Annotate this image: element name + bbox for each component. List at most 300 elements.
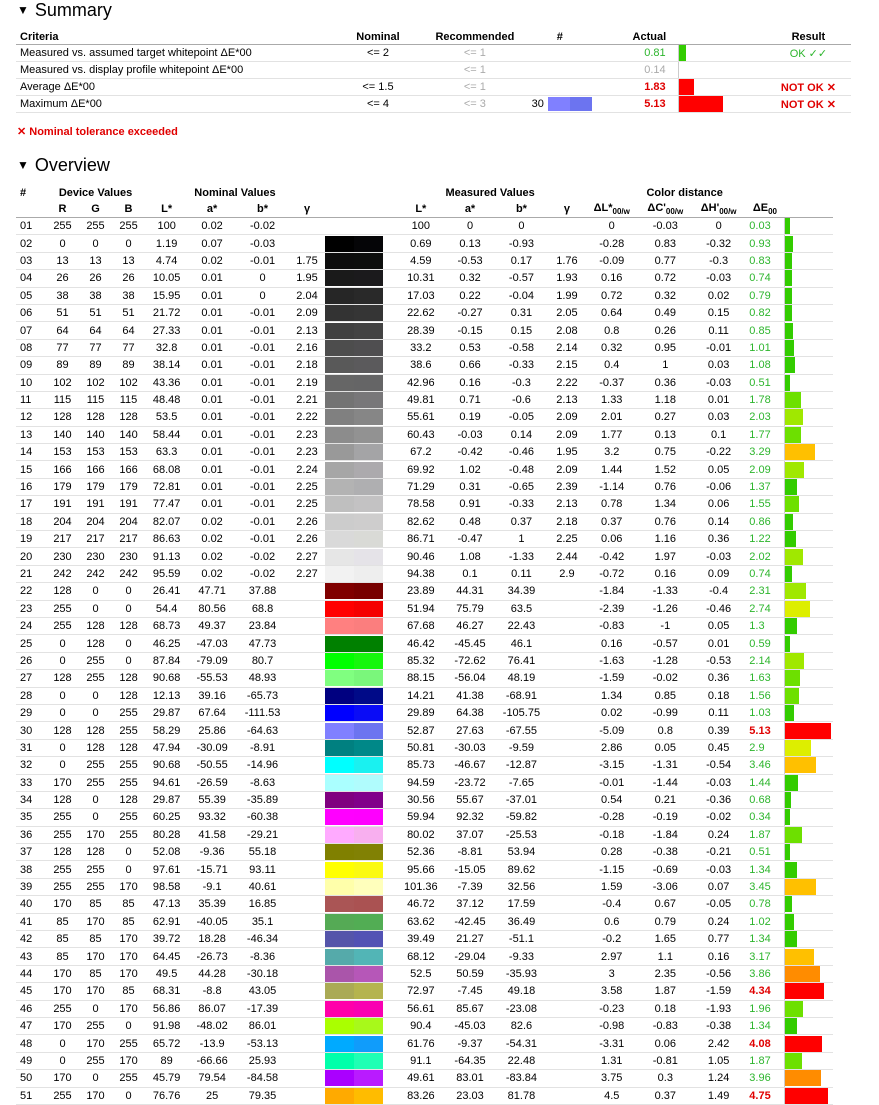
swatch: [325, 600, 396, 617]
overview-row: [16, 774, 833, 791]
measured-l: 94.38: [395, 565, 446, 582]
delta-h: 0.05: [692, 617, 745, 634]
overview-table: [16, 185, 833, 1105]
overview-row: [16, 1052, 833, 1069]
delta-l: 2.86: [585, 739, 639, 756]
device-g: 191: [79, 496, 112, 513]
nominal-a: 18.28: [188, 931, 236, 948]
nominal-b: 48.93: [236, 670, 289, 687]
device-b: 128: [112, 791, 145, 808]
delta-c: 1: [639, 357, 692, 374]
swatch-half: [354, 218, 383, 234]
device-r: 255: [46, 809, 79, 826]
swatch-half: [325, 757, 354, 773]
delta-l: 0.28: [585, 844, 639, 861]
summary-heading[interactable]: [17, 0, 112, 21]
measured-a: 0.91: [446, 496, 494, 513]
color-swatch: [325, 375, 383, 391]
delta-l: -0.2: [585, 931, 639, 948]
delta-e: 1.87: [745, 826, 784, 843]
swatch-half: [325, 479, 354, 495]
swatch-half: [354, 705, 383, 721]
row-num: 05: [16, 287, 46, 304]
swatch: [325, 583, 396, 600]
measured-l: 42.96: [395, 374, 446, 391]
swatch-half: [325, 392, 354, 408]
device-b: 51: [112, 304, 145, 321]
delta-l: 3.58: [585, 983, 639, 1000]
nominal-l: 58.29: [145, 722, 188, 739]
nominal-a: 39.16: [188, 687, 236, 704]
nominal-a: 25.86: [188, 722, 236, 739]
measured-a: 0.66: [446, 357, 494, 374]
nominal-gamma: [289, 722, 325, 739]
measured-l: 94.59: [395, 774, 446, 791]
swatch-half: [354, 409, 383, 425]
sub-measured-b: b*: [494, 201, 549, 218]
device-r: 85: [46, 948, 79, 965]
delta-e-bar: [785, 1052, 834, 1069]
device-g: 0: [79, 1000, 112, 1017]
delta-e-bar: [785, 1017, 834, 1034]
measured-a: 27.63: [446, 722, 494, 739]
measured-b: -0.04: [494, 287, 549, 304]
row-num: 02: [16, 235, 46, 252]
delta-h: -0.05: [692, 896, 745, 913]
measured-b: 76.41: [494, 652, 549, 669]
delta-e-bar-fill: [785, 288, 792, 304]
sub-nominal-a: a*: [188, 201, 236, 218]
delta-e-bar-fill: [785, 409, 803, 425]
swatch-half: [354, 305, 383, 321]
collapse-triangle-icon[interactable]: ▼: [17, 3, 29, 17]
nominal-b: -0.02: [236, 565, 289, 582]
swatch: [325, 496, 396, 513]
delta-h: 0.06: [692, 496, 745, 513]
delta-e-bar-fill: [785, 862, 797, 878]
nominal-l: 91.13: [145, 548, 188, 565]
swatch-half: [354, 444, 383, 460]
delta-h: -0.06: [692, 478, 745, 495]
swatch-half: [354, 253, 383, 269]
nominal-l: 48.48: [145, 391, 188, 408]
measured-b: -0.3: [494, 374, 549, 391]
delta-e: 2.03: [745, 409, 784, 426]
measured-l: 29.89: [395, 704, 446, 721]
nominal-b: -8.63: [236, 774, 289, 791]
delta-l: 0.72: [585, 287, 639, 304]
nominal-gamma: [289, 774, 325, 791]
swatch: [325, 339, 396, 356]
delta-h: -0.03: [692, 270, 745, 287]
nominal-l: 52.08: [145, 844, 188, 861]
delta-h: 0.36: [692, 531, 745, 548]
measured-a: 1.08: [446, 548, 494, 565]
delta-l: -1.59: [585, 670, 639, 687]
delta-e-bar: [785, 600, 834, 617]
delta-h: 0.24: [692, 913, 745, 930]
measured-l: 30.56: [395, 791, 446, 808]
overview-row: [16, 878, 833, 895]
delta-l: -1.84: [585, 583, 639, 600]
tolerance-warning: ✕ Nominal tolerance exceeded: [17, 126, 178, 138]
sub-measured-gamma: γ: [549, 201, 585, 218]
swatch-half: [325, 1036, 354, 1052]
measured-a: 1.02: [446, 461, 494, 478]
swatch-half: [325, 688, 354, 704]
device-g: 0: [79, 600, 112, 617]
measured-l: 67.68: [395, 617, 446, 634]
swatch-half: [354, 914, 383, 930]
swatch: [325, 844, 396, 861]
nominal-a: -30.09: [188, 739, 236, 756]
delta-e-bar: [785, 548, 834, 565]
delta-c: -3.06: [639, 878, 692, 895]
delta-c: 0.83: [639, 235, 692, 252]
measured-gamma: [549, 774, 585, 791]
summary-actual: 0.14: [592, 62, 678, 79]
measured-l: 10.31: [395, 270, 446, 287]
color-swatch: [325, 966, 383, 982]
color-swatch: [325, 601, 383, 617]
device-b: 77: [112, 339, 145, 356]
delta-l: -0.4: [585, 896, 639, 913]
nominal-l: 65.72: [145, 1035, 188, 1052]
color-swatch: [325, 566, 383, 582]
delta-c: 0.95: [639, 339, 692, 356]
overview-heading[interactable]: [17, 155, 110, 176]
swatch-half: [325, 966, 354, 982]
nominal-gamma: 2.09: [289, 304, 325, 321]
nominal-gamma: [289, 948, 325, 965]
summary-title: Summary: [34, 0, 112, 20]
measured-gamma: [549, 1017, 585, 1034]
measured-a: -0.42: [446, 444, 494, 461]
overview-row: [16, 322, 833, 339]
swatch: [325, 704, 396, 721]
device-b: 115: [112, 391, 145, 408]
delta-c: 0.3: [639, 1070, 692, 1087]
delta-c: 0.05: [639, 739, 692, 756]
measured-l: 49.61: [395, 1070, 446, 1087]
row-num: 25: [16, 635, 46, 652]
delta-e-bar-fill: [785, 375, 790, 391]
measured-l: 52.36: [395, 844, 446, 861]
delta-e-bar-fill: [785, 496, 799, 512]
device-g: 26: [79, 270, 112, 287]
delta-c: -0.03: [639, 218, 692, 235]
nominal-b: -17.39: [236, 1000, 289, 1017]
group-num: #: [20, 187, 27, 199]
device-b: 166: [112, 461, 145, 478]
nominal-a: -47.03: [188, 635, 236, 652]
device-g: 64: [79, 322, 112, 339]
summary-nominal: <= 2: [334, 45, 422, 62]
summary-result: [766, 62, 851, 79]
device-b: 230: [112, 548, 145, 565]
device-r: 0: [46, 704, 79, 721]
nominal-a: 0.02: [188, 531, 236, 548]
measured-a: 0.48: [446, 513, 494, 530]
measured-gamma: 1.93: [549, 270, 585, 287]
delta-e-bar-fill: [785, 1018, 797, 1034]
measured-gamma: [549, 670, 585, 687]
device-b: 255: [112, 1070, 145, 1087]
overview-row: [16, 600, 833, 617]
row-num: 47: [16, 1017, 46, 1034]
measured-gamma: 2.13: [549, 391, 585, 408]
delta-e-bar-fill: [785, 531, 796, 547]
delta-e-bar: [785, 809, 834, 826]
delta-h: 0.02: [692, 287, 745, 304]
delta-l: 0.64: [585, 304, 639, 321]
measured-gamma: [549, 1070, 585, 1087]
delta-e-bar: [785, 1035, 834, 1052]
device-g: 255: [79, 1052, 112, 1069]
swatch-half: [325, 896, 354, 912]
delta-e-bar-fill: [785, 305, 792, 321]
row-num: 45: [16, 983, 46, 1000]
delta-e-bar-fill: [785, 844, 790, 860]
nominal-l: 90.68: [145, 757, 188, 774]
delta-l: 0.32: [585, 339, 639, 356]
measured-l: 72.97: [395, 983, 446, 1000]
measured-gamma: 2.15: [549, 357, 585, 374]
swatch-half: [354, 931, 383, 947]
nominal-l: 72.81: [145, 478, 188, 495]
device-r: 255: [46, 1000, 79, 1017]
delta-l: 0.8: [585, 322, 639, 339]
measured-a: 50.59: [446, 965, 494, 982]
color-swatch: [325, 253, 383, 269]
measured-a: -0.03: [446, 426, 494, 443]
nominal-l: 56.86: [145, 1000, 188, 1017]
nominal-a: 0.02: [188, 218, 236, 235]
delta-e-bar-fill: [785, 601, 810, 617]
nominal-l: 86.63: [145, 531, 188, 548]
nominal-b: -0.01: [236, 322, 289, 339]
delta-e-bar-fill: [785, 236, 793, 252]
nominal-b: 35.1: [236, 913, 289, 930]
delta-e-bar: [785, 670, 834, 687]
row-num: 39: [16, 878, 46, 895]
delta-l: 3.2: [585, 444, 639, 461]
delta-h: -0.36: [692, 791, 745, 808]
nominal-l: 68.73: [145, 617, 188, 634]
delta-h: -0.56: [692, 965, 745, 982]
swatch-half: [325, 879, 354, 895]
delta-e-bar: [785, 322, 834, 339]
delta-h: 0.36: [692, 670, 745, 687]
nominal-b: -0.01: [236, 531, 289, 548]
measured-b: 36.49: [494, 913, 549, 930]
measured-gamma: 2.09: [549, 461, 585, 478]
measured-l: 39.49: [395, 931, 446, 948]
delta-e-bar: [785, 426, 834, 443]
color-swatch: [325, 705, 383, 721]
device-r: 0: [46, 739, 79, 756]
nominal-gamma: [289, 1035, 325, 1052]
swatch: [325, 913, 396, 930]
delta-e-bar-fill: [785, 723, 831, 739]
row-num: 15: [16, 461, 46, 478]
swatch: [325, 218, 396, 235]
device-g: 51: [79, 304, 112, 321]
nominal-gamma: [289, 896, 325, 913]
delta-c: -0.19: [639, 809, 692, 826]
delta-h: 0.05: [692, 461, 745, 478]
measured-gamma: 2.25: [549, 531, 585, 548]
nominal-gamma: [289, 583, 325, 600]
nominal-b: -53.13: [236, 1035, 289, 1052]
delta-c: 0.16: [639, 565, 692, 582]
nominal-l: 29.87: [145, 704, 188, 721]
delta-e-bar: [785, 374, 834, 391]
measured-a: -46.67: [446, 757, 494, 774]
summary-row: [16, 79, 851, 96]
measured-a: -45.45: [446, 635, 494, 652]
overview-row: [16, 948, 833, 965]
row-num: 35: [16, 809, 46, 826]
measured-l: 56.61: [395, 1000, 446, 1017]
swatch-half: [325, 809, 354, 825]
delta-e: 3.45: [745, 878, 784, 895]
delta-e-bar-fill: [785, 566, 792, 582]
nominal-b: 25.93: [236, 1052, 289, 1069]
measured-a: -42.45: [446, 913, 494, 930]
nominal-l: 100: [145, 218, 188, 235]
delta-h: 0.24: [692, 826, 745, 843]
color-swatch: [325, 218, 383, 234]
nominal-b: -84.58: [236, 1070, 289, 1087]
device-b: 0: [112, 635, 145, 652]
overview-row: [16, 339, 833, 356]
delta-e-bar-fill: [785, 253, 792, 269]
nominal-a: 25: [188, 1087, 236, 1104]
summary-num: [528, 62, 592, 79]
nominal-gamma: [289, 931, 325, 948]
swatch-half: [325, 723, 354, 739]
device-r: 255: [46, 600, 79, 617]
color-swatch: [325, 844, 383, 860]
summary-row: [16, 45, 851, 62]
nominal-gamma: [289, 757, 325, 774]
device-b: 153: [112, 444, 145, 461]
nominal-gamma: [289, 983, 325, 1000]
sub-bar: [785, 201, 834, 218]
measured-a: 55.67: [446, 791, 494, 808]
nominal-a: 86.07: [188, 1000, 236, 1017]
delta-e-bar: [785, 896, 834, 913]
swatch: [325, 722, 396, 739]
delta-e-bar: [785, 687, 834, 704]
delta-e-bar-fill: [785, 1036, 822, 1052]
device-g: 153: [79, 444, 112, 461]
sub-delta-c: $\Delta C'_{00/w}$: [639, 201, 692, 218]
delta-l: 0: [585, 218, 639, 235]
delta-h: -0.21: [692, 844, 745, 861]
nominal-gamma: 2.16: [289, 339, 325, 356]
nominal-a: 0.01: [188, 391, 236, 408]
measured-l: 85.32: [395, 652, 446, 669]
delta-l: -0.01: [585, 774, 639, 791]
measured-l: 59.94: [395, 809, 446, 826]
delta-c: 0.77: [639, 252, 692, 269]
nominal-l: 68.08: [145, 461, 188, 478]
device-r: 128: [46, 670, 79, 687]
nominal-a: 41.58: [188, 826, 236, 843]
delta-e-bar-fill: [785, 357, 795, 373]
nominal-b: -0.01: [236, 252, 289, 269]
delta-e-bar-fill: [785, 775, 798, 791]
delta-l: -3.15: [585, 757, 639, 774]
delta-e-bar: [785, 913, 834, 930]
swatch-half: [325, 827, 354, 843]
swatch: [325, 444, 396, 461]
delta-l: 1.77: [585, 426, 639, 443]
delta-l: 0.02: [585, 704, 639, 721]
delta-e: 0.51: [745, 844, 784, 861]
delta-e-bar-fill: [785, 323, 793, 339]
swatch-half: [325, 949, 354, 965]
delta-e: 2.31: [745, 583, 784, 600]
device-g: 255: [79, 1017, 112, 1034]
device-g: 255: [79, 670, 112, 687]
delta-l: 4.5: [585, 1087, 639, 1104]
delta-l: -0.98: [585, 1017, 639, 1034]
overview-row: [16, 548, 833, 565]
device-g: 85: [79, 931, 112, 948]
delta-l: 1.34: [585, 687, 639, 704]
collapse-triangle-icon[interactable]: ▼: [17, 158, 29, 172]
nominal-gamma: 2.23: [289, 444, 325, 461]
color-swatch: [325, 479, 383, 495]
measured-gamma: 2.9: [549, 565, 585, 582]
nominal-b: -0.01: [236, 374, 289, 391]
row-num: 08: [16, 339, 46, 356]
nominal-l: 87.84: [145, 652, 188, 669]
overview-row: [16, 287, 833, 304]
measured-l: 95.66: [395, 861, 446, 878]
device-g: 102: [79, 374, 112, 391]
summary-nominal: [334, 62, 422, 79]
swatch-half: [354, 375, 383, 391]
color-swatch: [325, 914, 383, 930]
nominal-a: -15.71: [188, 861, 236, 878]
delta-e: 3.96: [745, 1070, 784, 1087]
delta-h: 0.11: [692, 322, 745, 339]
device-g: 128: [79, 739, 112, 756]
device-b: 0: [112, 652, 145, 669]
device-g: 170: [79, 948, 112, 965]
nominal-gamma: [289, 826, 325, 843]
row-num: 03: [16, 252, 46, 269]
measured-l: 101.36: [395, 878, 446, 895]
delta-e-bar: [785, 235, 834, 252]
color-swatch: [325, 1001, 383, 1017]
delta-e-bar: [785, 739, 834, 756]
row-num: 19: [16, 531, 46, 548]
nominal-b: -65.73: [236, 687, 289, 704]
delta-c: -0.99: [639, 704, 692, 721]
delta-e-bar-fill: [785, 340, 794, 356]
delta-e: 1.22: [745, 531, 784, 548]
nominal-b: 0: [236, 270, 289, 287]
measured-a: 41.38: [446, 687, 494, 704]
measured-a: -23.72: [446, 774, 494, 791]
swatch-half: [354, 757, 383, 773]
swatch-half: [354, 896, 383, 912]
